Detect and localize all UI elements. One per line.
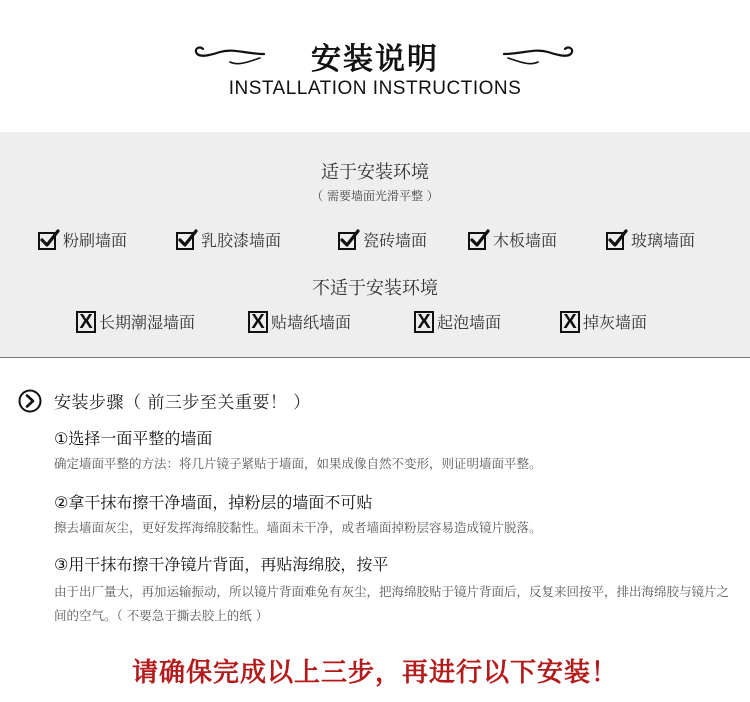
arrow-circle-icon xyxy=(18,389,42,413)
unsuitable-item xyxy=(76,310,195,333)
page-title: 安装说明 xyxy=(311,42,439,77)
checkmark-icon xyxy=(468,229,490,251)
suitable-item-label: 乳胶漆墙面 xyxy=(201,231,282,250)
suitable-item-label: 玻璃墙面 xyxy=(631,231,696,250)
checkmark-icon xyxy=(38,229,60,251)
suitable-title: 适于安装环境 xyxy=(321,162,429,183)
x-mark-icon: X xyxy=(76,311,96,333)
checkmark-icon xyxy=(606,229,628,251)
checkmark-icon xyxy=(338,229,360,251)
header xyxy=(0,0,750,132)
unsuitable-item-label: 掉灰墙面 xyxy=(583,313,648,332)
step-heading: ③用干抹布擦干净镜片背面，再贴海绵胶，按平 xyxy=(54,555,389,574)
unsuitable-title: 不适于安装环境 xyxy=(312,278,438,299)
suitable-item xyxy=(468,228,557,251)
suitable-item xyxy=(176,228,281,251)
unsuitable-item-label: 起泡墙面 xyxy=(437,313,502,332)
suitable-item xyxy=(338,228,427,251)
step-description: 擦去墙面灰尘，更好发挥海绵胶黏性。墙面未干净，或者墙面掉粉层容易造成镜片脱落。 xyxy=(54,520,542,535)
step-heading: ①选择一面平整的墙面 xyxy=(54,429,213,448)
x-mark-icon: X xyxy=(248,311,268,333)
x-mark-icon: X xyxy=(560,311,580,333)
steps-header xyxy=(18,388,311,413)
unsuitable-item-label: 贴墙纸墙面 xyxy=(271,313,352,332)
steps-title: 安装步骤（ 前三步至关重要！ ） xyxy=(54,393,311,413)
step-description: 确定墙面平整的方法：将几片镜子紧贴于墙面，如果成像自然不变形，则证明墙面平整。 xyxy=(54,456,542,471)
x-mark-icon: X xyxy=(414,311,434,333)
suitable-item xyxy=(606,228,695,251)
suitable-item-label: 瓷砖墙面 xyxy=(363,231,428,250)
flourish-right-icon xyxy=(502,42,574,70)
environment-section xyxy=(0,132,750,358)
unsuitable-item xyxy=(248,310,351,333)
unsuitable-item xyxy=(414,310,501,333)
page-subtitle: INSTALLATION INSTRUCTIONS xyxy=(228,78,522,99)
step-description: 由于出厂量大，再加运输振动，所以镜片背面难免有灰尘，把海绵胶贴于镜片背面后，反复来回按平，排出海绵胶与镜片之间的空气。（ 不要急于撕去胶上的纸 ） xyxy=(54,584,730,623)
checkmark-icon xyxy=(176,229,198,251)
warning-text: 请确保完成以上三步，再进行以下安装！ xyxy=(131,658,618,688)
suitable-subtitle: （ 需要墙面光滑平整 ） xyxy=(311,189,439,203)
unsuitable-item xyxy=(560,310,647,333)
step-heading: ②拿干抹布擦干净墙面，掉粉层的墙面不可贴 xyxy=(54,493,373,512)
suitable-item-label: 粉刷墙面 xyxy=(63,231,128,250)
suitable-item-label: 木板墙面 xyxy=(493,231,558,250)
unsuitable-item-label: 长期潮湿墙面 xyxy=(99,313,196,332)
suitable-item xyxy=(38,228,127,251)
